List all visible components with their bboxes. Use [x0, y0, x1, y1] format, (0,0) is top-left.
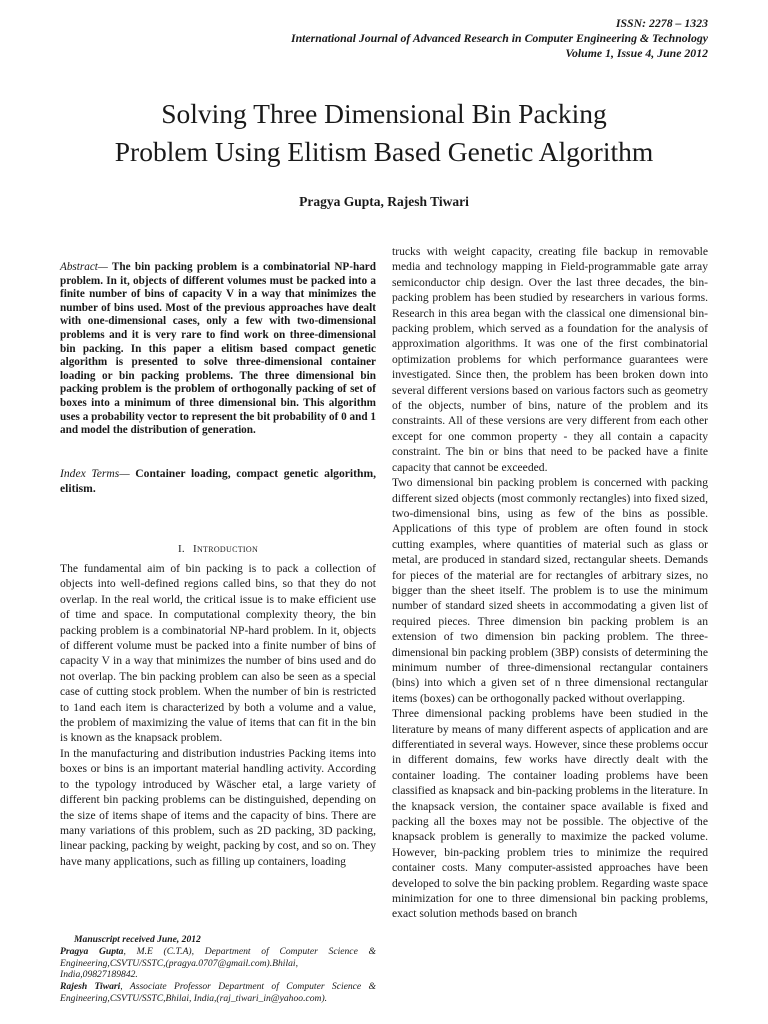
journal-header	[291, 16, 708, 61]
paragraph: trucks with weight capacity, creating file backup in removable media and technology mapping in Field-programmable gate array semiconductor chip design. Over the last three decades, the bin-packing problem has been studied by researchers in various forms. Research in this area began with the classical one dimensional bin-packing problem, which served as a foundation for the analysis of approximation algorithms. It was one of the first combinatorial optimization problems for which performance guarantees were investigated. Since then, the problem has been broken down into several different versions based on various factors such as geometry of the objects, number of bins, nature of the problem and its constraints. All of these versions are very different from each other except for one common property - they all contain a capacity constraint. The bin or bins that need to be packed have a finite capacity that cannot be exceeded.	[392, 245, 708, 474]
title-line-2: Problem Using Elitism Based Genetic Algorithm	[114, 136, 654, 167]
author2-name: Rajesh Tiwari	[60, 981, 121, 993]
abstract-label: Abstract—	[60, 261, 108, 273]
author1-affiliation	[60, 946, 376, 981]
journal-name: International Journal of Advanced Research in Computer Engineering & Technology	[291, 31, 708, 45]
author1-name: Pragya Gupta	[60, 945, 124, 957]
introduction-body	[60, 561, 376, 869]
paper-title	[40, 95, 728, 171]
title-line-1: Solving Three Dimensional Bin Packing	[161, 98, 607, 129]
right-column	[392, 244, 708, 922]
author2-details: , Associate Professor Department of Computer Science & Engineering,CSVTU/SSTC,Bhilai, India,(raj_tiwari_in@yahoo.com).	[60, 981, 376, 1004]
index-terms-label: Index Terms—	[60, 467, 130, 480]
index-terms	[60, 466, 376, 497]
journal-volume: Volume 1, Issue 4, June 2012	[565, 46, 708, 60]
paragraph: Three dimensional packing problems have been studied in the literature by means of many different aspects of application and are differentiated in several ways. However, since these problems occur in different domains, few works have directly dealt with the container loading. The container loading problems have been classified as knapsack and bin-packing problems in the literature. In the knapsack version, the container space available is fixed and packing all the boxes may not be possible. The objective of the knapsack problem is generally to maximize the packed volume. However, bin-packing problem tries to minimize the required container costs. Many computer-assisted approaches have been developed to solve the bin packing problem. Regarding waste space minimization for one to three dimensional bin packing problems, exact solution methods based on branch	[392, 707, 708, 921]
authors: Pragya Gupta, Rajesh Tiwari	[299, 194, 469, 209]
abstract-text: The bin packing problem is a combinatorial NP-hard problem. In it, objects of different volumes must be packed into a finite number of bins of capacity V in a way that minimizes the number of bins used. Most of the previous approaches have dealt with one-dimensional cases, only a few with two-dimensional problems and it is very rare to find work on three-dimensional bin packing. In this paper a elitism based compact genetic algorithm is presented to solve three-dimensional container loading or bin packing problems. The three dimensional bin packing problem is the problem of orthogonally packing of set of boxes into a minimum of three dimensional bin. This algorithm uses a probability vector to represent the bit probability of 0 and 1 and model the distribution of generation.	[60, 261, 376, 437]
paragraph: Two dimensional bin packing problem is concerned with packing different sized objects (most commonly rectangles) into fixed sized, two-dimensional bins, using as few of the bins as possible. Applications of this type of problem are often found in stock cutting examples, where quantities of material such as glass or metal, are produced in standard sized, rectangular sheets. Demands for pieces of the material are for rectangles of arbitrary sizes, no bigger than the sheet itself. The problem is to use the minimum number of standard sized sheets in accommodating a given list of required pieces. Three dimension bin packing problem is an extension of two dimension bin packing problem. The three-dimensional bin packing problem (3BP) consists of determining the minimum number of three-dimensional rectangular containers (bins) into which a given set of n three dimensional rectangular items (boxes) can be orthogonally packed without overlapping.	[392, 476, 708, 705]
author1-details: , M.E (C.T.A), Department of Computer Science & Engineering,CSVTU/SSTC,(pragya.0707@gmail.com).Bhilai, India,09827189842.	[60, 945, 376, 981]
footnote	[60, 934, 376, 1005]
abstract	[60, 261, 376, 438]
section-number: I.	[177, 543, 185, 555]
manuscript-received: Manuscript received June, 2012	[74, 934, 201, 945]
section-heading	[60, 543, 376, 555]
index-terms-text: Container loading, compact genetic algorithm, elitism.	[60, 467, 376, 496]
section-title: Introduction	[192, 543, 259, 555]
paragraph: In the manufacturing and distribution industries Packing items into boxes or bins is an important material handling activity. According to the typology introduced by Wäscher etal, a large variety of different bin packing problems can be distinguished, depending on the size of items shape of items and the capacity of bins. There are many variations of this problem, such as 2D packing, 3D packing, linear packing, packing by weight, packing by cost, and so on. They have many applications, such as filling up containers, loading	[60, 746, 376, 868]
issn: ISSN: 2278 – 1323	[615, 16, 708, 30]
paragraph: The fundamental aim of bin packing is to pack a collection of objects into well-defined regions called bins, so that they do not overlap. In the real world, the critical issue is to make efficient use of time and space. In computational complexity theory, the bin packing problem is a combinatorial NP-hard problem. In it, objects of different volume must be packed into a finite number of bins of capacity V in a way that minimizes the number of bins used and do not overlap. The bin packing problem can also be seen as a special case of cutting stock problem. When the number of bin is restricted to 1and each item is characterized by both a volume and a value, the problem of maximizing the value of items that can fit in the bin is known as the knapsack problem.	[60, 562, 376, 745]
author2-affiliation	[60, 981, 376, 1005]
